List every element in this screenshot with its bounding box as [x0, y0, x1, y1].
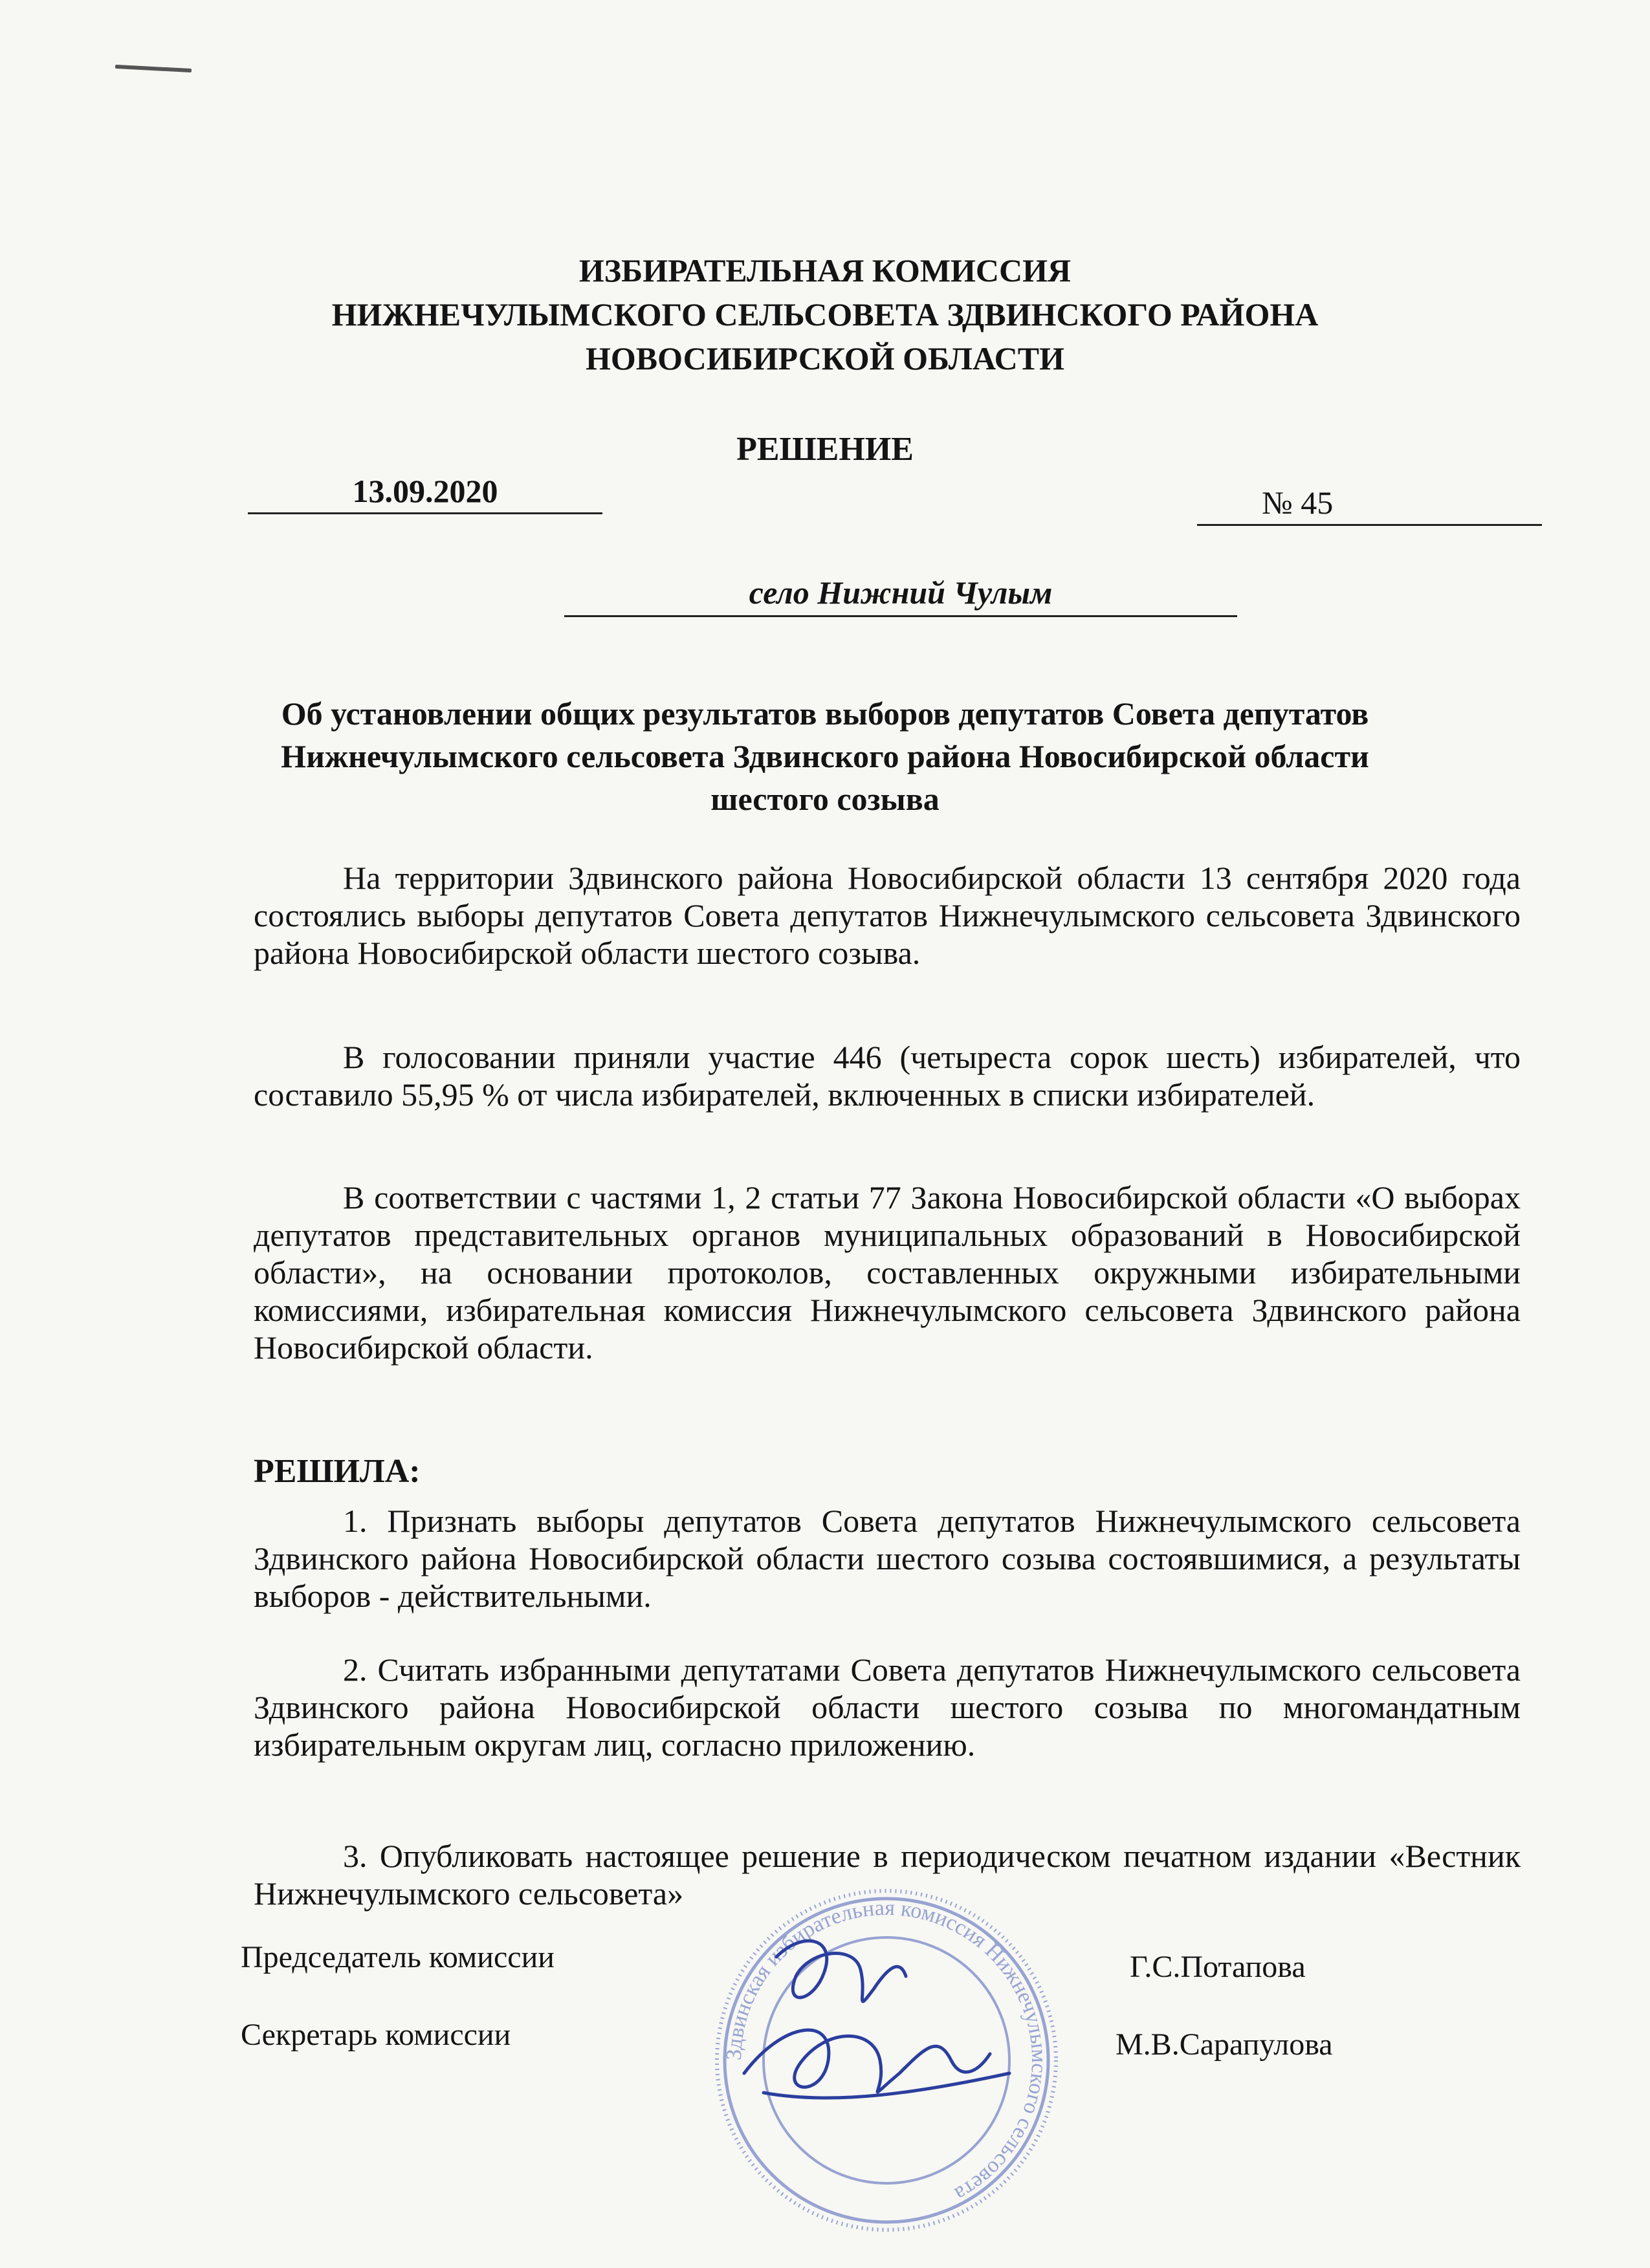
- commission-stamp: [705, 1879, 1068, 2241]
- resolution-item: 1. Признать выборы депутатов Совета депутатов Нижнечулымского сельсовета Здвинского района Новосибирской области шестого созыва состоявшимися, а результаты выборов - действительными.: [254, 1503, 1521, 1614]
- resolved-label: РЕШИЛА:: [254, 1453, 421, 1490]
- place: село Нижний Чулым: [564, 574, 1237, 617]
- secretary-signature: [744, 2030, 990, 2092]
- stamp-svg: [705, 1879, 1068, 2241]
- decision-title: РЕШЕНИЕ: [736, 431, 914, 468]
- decision-number-text: № 45: [1262, 485, 1334, 521]
- paragraph: В голосовании приняли участие 446 (четыреста сорок шесть) избирателей, что составило 55,95 % от числа избирателей, включенных в списки избирателей.: [254, 1039, 1521, 1113]
- secretary-label: Секретарь комиссии: [241, 2018, 511, 2052]
- paragraph: На территории Здвинского района Новосибирской области 13 сентября 2020 года состоялись выборы депутатов Совета депутатов Нижнечулымского сельсовета Здвинского района Новосибирской области шестого созыва.: [254, 860, 1521, 971]
- scan-mark: [115, 65, 192, 72]
- header-line-3: НОВОСИБИРСКОЙ ОБЛАСТИ: [585, 340, 1065, 376]
- resolution-item: 3. Опубликовать настоящее решение в периодическом печатном издании «Вестник Нижнечулымского сельсовета»: [254, 1838, 1521, 1912]
- header-line-1: ИЗБИРАТЕЛЬНАЯ КОМИССИЯ: [578, 252, 1072, 289]
- decision-number: [1197, 484, 1542, 526]
- chair-label: Председатель комиссии: [241, 1940, 555, 1974]
- secretary-name: М.В.Сарапулова: [1116, 2027, 1333, 2062]
- decision-subject: Об установлении общих результатов выборов депутатов Совета депутатов Нижнечулымского сельсовета Здвинского района Новосибирской области шестого созыва: [281, 695, 1369, 817]
- header-line-2: НИЖНЕЧУЛЫМСКОГО СЕЛЬСОВЕТА ЗДВИНСКОГО РАЙОНА: [331, 296, 1319, 333]
- stamp-ring-text: Здвинская избирательная комиссия Нижнечулымского сельсовета: [721, 1895, 1051, 2207]
- decision-date: 13.09.2020: [248, 472, 602, 514]
- chair-name: Г.С.Потапова: [1130, 1950, 1306, 1984]
- paragraph: В соответствии с частями 1, 2 статьи 77 Закона Новосибирской области «О выборах депутатов представительных органов муниципальных образований в Новосибирской области», на основании протоколов, составленных окружными избирательными комиссиями, избирательная комиссия Нижнечулымского сельсовета Здвинского района Новосибирской области.: [254, 1179, 1521, 1366]
- stamp-outer-ring: [717, 1891, 1056, 2230]
- resolution-item: 2. Считать избранными депутатами Совета депутатов Нижнечулымского сельсовета Здвинского района Новосибирской области шестого созыва по многомандатным избирательным округам лиц, согласно приложению.: [254, 1652, 1521, 1763]
